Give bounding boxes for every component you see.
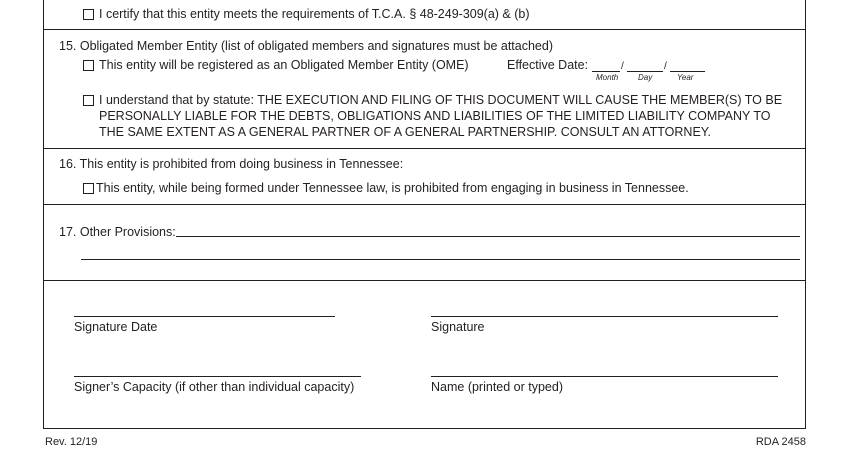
prohibited-text: This entity, while being formed under Tennessee law, is prohibited from engaging in business in Tennessee. bbox=[96, 181, 689, 195]
certify-text: I certify that this entity meets the requirements of T.C.A. § 48-249-309(a) & (b) bbox=[99, 7, 530, 21]
day-field[interactable] bbox=[627, 71, 663, 72]
signature-field[interactable] bbox=[431, 316, 778, 317]
section-15-heading: 15. Obligated Member Entity (list of obligated members and signatures must be attached) bbox=[59, 39, 554, 53]
month-field[interactable] bbox=[592, 71, 620, 72]
year-label: Year bbox=[677, 73, 694, 82]
effective-date-label: Effective Date: bbox=[507, 58, 589, 72]
signature-date-field[interactable] bbox=[74, 316, 335, 317]
ome-text: This entity will be registered as an Obligated Member Entity (OME) bbox=[99, 58, 469, 72]
month-label: Month bbox=[596, 73, 619, 82]
signer-capacity-label: Signer’s Capacity (if other than individual capacity) bbox=[74, 380, 355, 394]
section-16-heading: 16. This entity is prohibited from doing business in Tennessee: bbox=[59, 157, 404, 171]
revision-label: Rev. 12/19 bbox=[45, 436, 98, 448]
section-divider bbox=[43, 280, 806, 281]
year-field[interactable] bbox=[670, 71, 705, 72]
form-number: RDA 2458 bbox=[755, 436, 806, 448]
section-divider bbox=[43, 29, 806, 30]
section-divider bbox=[43, 204, 806, 205]
other-provisions-line-2[interactable] bbox=[81, 259, 800, 260]
certify-checkbox[interactable] bbox=[83, 9, 94, 20]
signature-date-label: Signature Date bbox=[74, 320, 158, 334]
understand-text-line3: THE SAME EXTENT AS A GENERAL PARTNER OF A GENERAL PARTNERSHIP. CONSULT AN ATTORNEY. bbox=[99, 125, 711, 139]
understand-checkbox[interactable] bbox=[83, 95, 94, 106]
prohibited-checkbox[interactable] bbox=[83, 183, 94, 194]
date-slash: / bbox=[664, 61, 667, 72]
section-17-heading: 17. Other Provisions: bbox=[59, 225, 176, 239]
understand-text-line2: PERSONALLY LIABLE FOR THE DEBTS, OBLIGATIONS AND LIABILITIES OF THE LIMITED LIABILITY COMPANY TO bbox=[99, 109, 771, 123]
date-slash: / bbox=[621, 61, 624, 72]
ome-checkbox[interactable] bbox=[83, 60, 94, 71]
section-divider bbox=[43, 148, 806, 149]
other-provisions-line-1[interactable] bbox=[176, 236, 800, 237]
name-label: Name (printed or typed) bbox=[431, 380, 564, 394]
signature-label: Signature bbox=[431, 320, 485, 334]
signer-capacity-field[interactable] bbox=[74, 376, 361, 377]
name-field[interactable] bbox=[431, 376, 778, 377]
day-label: Day bbox=[638, 73, 653, 82]
understand-text-line1: I understand that by statute: THE EXECUTION AND FILING OF THIS DOCUMENT WILL CAUSE THE MEMBER(S) TO BE bbox=[99, 93, 783, 107]
